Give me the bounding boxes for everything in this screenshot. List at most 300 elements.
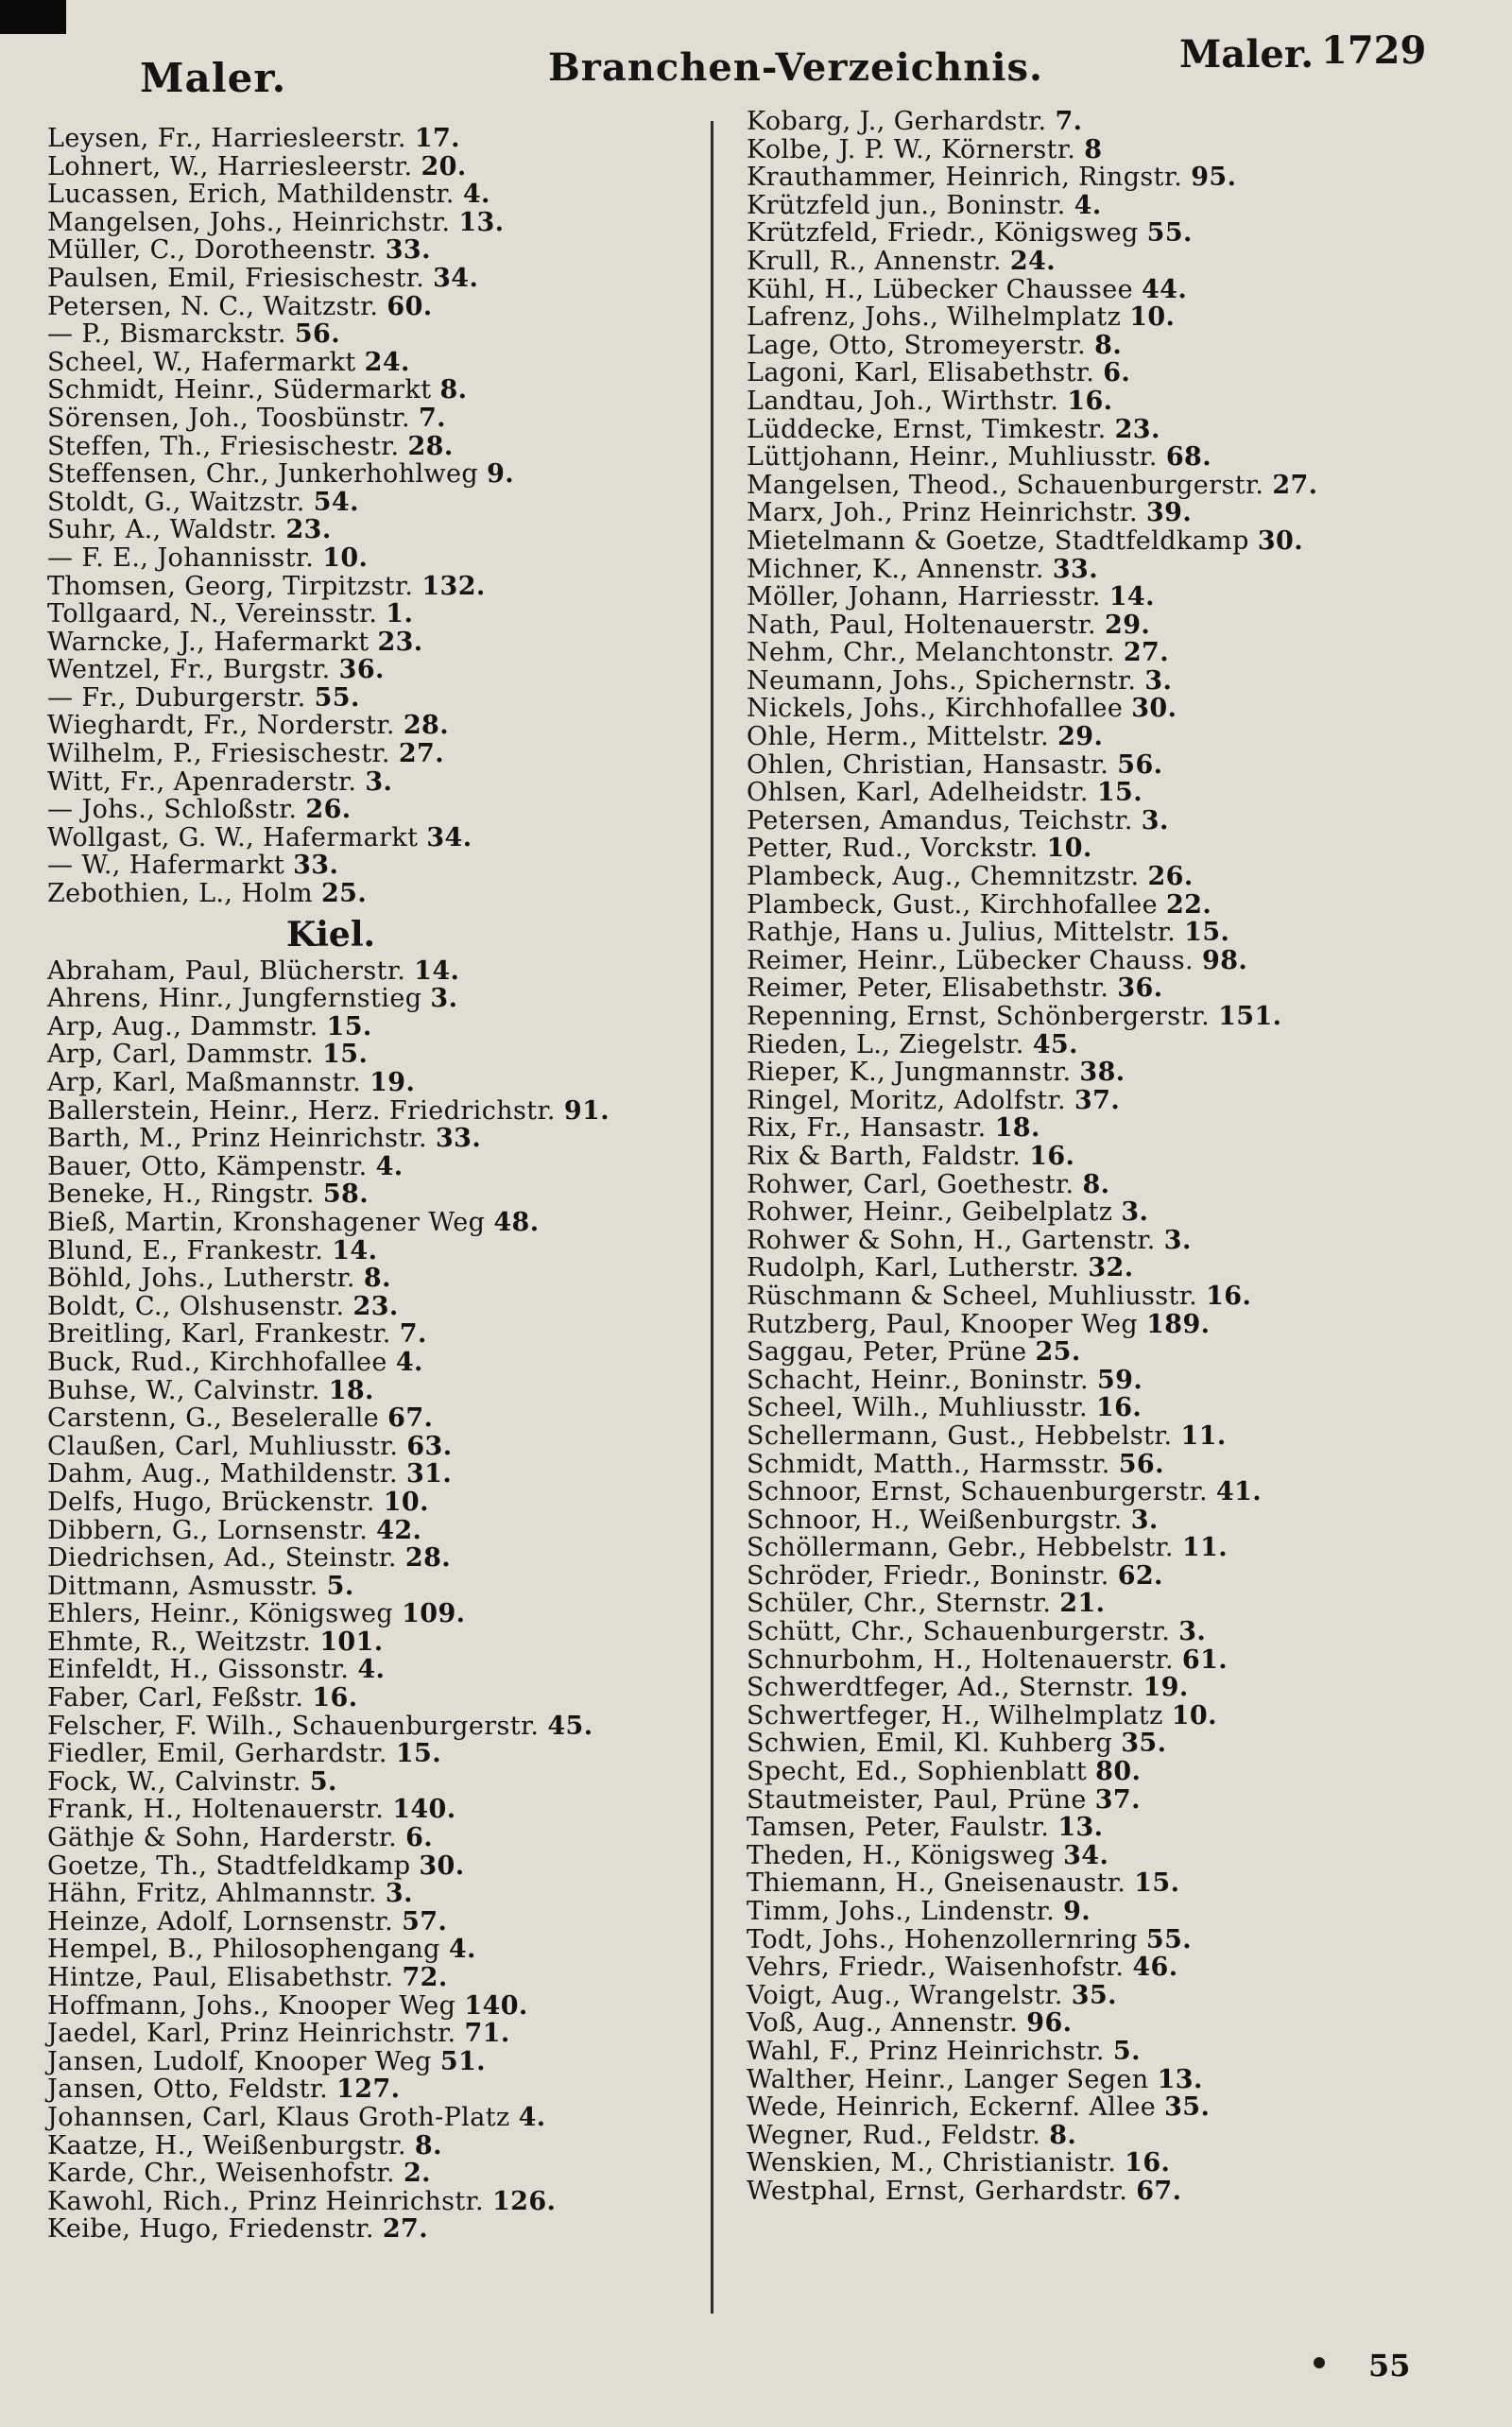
entry-name: Kolbe, J. P. W., Körnerstr. bbox=[747, 134, 1076, 164]
entry-number: 8. bbox=[363, 1264, 391, 1294]
entry-number: 34. bbox=[1063, 1840, 1109, 1870]
entry-number: 3. bbox=[1178, 1617, 1207, 1647]
entry-name: Todt, Johs., Hohenzollernring bbox=[747, 1924, 1138, 1954]
entry-number: 46. bbox=[1132, 1953, 1178, 1983]
entry-number: 10. bbox=[383, 1487, 429, 1517]
list-item bbox=[747, 1143, 1493, 1171]
entry-number: 34. bbox=[433, 263, 479, 293]
entry-name: Schüler, Chr., Sternstr. bbox=[747, 1589, 1052, 1619]
entry-name: Leysen, Fr., Harriesleerstr. bbox=[47, 124, 406, 153]
entry-name: Faber, Carl, Feßstr. bbox=[47, 1683, 304, 1713]
entry-number: 23. bbox=[352, 1291, 399, 1321]
list-item bbox=[47, 1320, 728, 1349]
entry-number: 10. bbox=[322, 542, 369, 573]
entry-name: Walther, Heinr., Langer Segen bbox=[747, 2064, 1149, 2094]
entry-name: Ehlers, Heinr., Königsweg bbox=[47, 1599, 394, 1629]
list-item bbox=[747, 1422, 1493, 1451]
list-item bbox=[747, 1898, 1493, 1926]
list-item bbox=[47, 293, 728, 321]
entry-name: Krützfeld jun., Boninstr. bbox=[747, 190, 1066, 220]
entry-number: 34. bbox=[426, 822, 472, 852]
entry-name: Rohwer & Sohn, H., Gartenstr. bbox=[747, 1225, 1156, 1255]
header-right-title: Maler. bbox=[1179, 32, 1314, 77]
list-item bbox=[47, 1908, 728, 1936]
list-item bbox=[47, 1153, 728, 1181]
list-item bbox=[47, 2188, 728, 2216]
entry-number: 56. bbox=[1117, 749, 1163, 780]
entry-name: Ehmte, R., Weitzstr. bbox=[47, 1627, 312, 1657]
list-item bbox=[747, 1198, 1493, 1227]
entry-number: 61. bbox=[1181, 1644, 1228, 1675]
entry-number: 3. bbox=[365, 766, 393, 797]
list-item bbox=[47, 1460, 728, 1489]
list-item bbox=[747, 1031, 1493, 1059]
entry-number: 15. bbox=[395, 1739, 442, 1769]
header-page-number: 1729 bbox=[1321, 28, 1427, 73]
list-item bbox=[47, 656, 728, 684]
list-item bbox=[747, 2066, 1493, 2094]
entry-name: — Fr., Duburgerstr. bbox=[47, 682, 306, 713]
entry-name: Müller, C., Dorotheenstr. bbox=[47, 235, 377, 266]
list-item bbox=[47, 1740, 728, 1768]
entry-name: Schacht, Heinr., Boninstr. bbox=[747, 1365, 1090, 1395]
list-item bbox=[47, 433, 728, 461]
entry-name: Lafrenz, Johs., Wilhelmplatz bbox=[747, 302, 1122, 333]
list-item bbox=[47, 2020, 728, 2048]
list-item bbox=[747, 1562, 1493, 1591]
entry-number: 127. bbox=[336, 2074, 401, 2105]
entry-name: Hintze, Paul, Elisabethstr. bbox=[47, 1963, 394, 1992]
entry-number: 4. bbox=[462, 180, 490, 210]
list-item bbox=[47, 684, 728, 713]
entry-name: Schnurbohm, H., Holtenauerstr. bbox=[747, 1644, 1174, 1675]
list-item bbox=[747, 779, 1493, 807]
entry-name: Rathje, Hans u. Julius, Mittelstr. bbox=[747, 918, 1177, 948]
entry-number: 45. bbox=[547, 1711, 593, 1741]
list-item bbox=[47, 236, 728, 265]
entry-number: 36. bbox=[1117, 973, 1163, 1004]
list-item bbox=[47, 1404, 728, 1433]
list-item bbox=[747, 1059, 1493, 1087]
entry-name: Reimer, Heinr., Lübecker Chauss. bbox=[747, 945, 1194, 975]
entry-number: 30. bbox=[1131, 694, 1177, 724]
entry-number: 56. bbox=[1118, 1449, 1164, 1479]
entry-name: Stoldt, G., Waitzstr. bbox=[47, 487, 305, 517]
entry-number: 10. bbox=[1129, 302, 1176, 333]
page-header bbox=[0, 0, 1512, 113]
entry-name: Lage, Otto, Stromeyerstr. bbox=[747, 330, 1087, 360]
entry-name: Buhse, W., Calvinstr. bbox=[47, 1375, 320, 1405]
entry-name: Mangelsen, Theod., Schauenburgerstr. bbox=[747, 470, 1264, 500]
entry-number: 32. bbox=[1088, 1253, 1134, 1283]
entry-name: Petter, Rud., Vorckstr. bbox=[747, 834, 1039, 864]
entry-name: Jansen, Ludolf, Knooper Weg bbox=[47, 2046, 432, 2076]
entry-number: 2. bbox=[403, 2159, 431, 2189]
list-item bbox=[747, 1982, 1493, 2010]
list-item bbox=[747, 2177, 1493, 2206]
entry-number: 57. bbox=[402, 1906, 448, 1936]
entry-name: Buck, Rud., Kirchhofallee bbox=[47, 1347, 387, 1377]
list-item bbox=[47, 880, 728, 908]
list-item bbox=[747, 219, 1493, 248]
entry-name: Ballerstein, Heinr., Herz. Friedrichstr. bbox=[47, 1095, 556, 1126]
entry-name: Neumann, Johs., Spichernstr. bbox=[747, 665, 1137, 696]
entry-number: 6. bbox=[405, 1823, 434, 1853]
entry-number: 15. bbox=[326, 1011, 372, 1041]
entry-name: Warncke, J., Hafermarkt bbox=[47, 627, 369, 657]
entry-number: 63. bbox=[406, 1431, 453, 1461]
entry-name: Rohwer, Heinr., Geibelplatz bbox=[747, 1197, 1113, 1228]
entry-number: 39. bbox=[1145, 498, 1193, 528]
entry-number: 6. bbox=[1103, 358, 1131, 388]
entry-number: 3. bbox=[1141, 805, 1169, 835]
list-item bbox=[747, 1786, 1493, 1815]
list-item bbox=[747, 611, 1493, 640]
entry-name: Felscher, F. Wilh., Schauenburgerstr. bbox=[47, 1711, 540, 1741]
entry-number: 41. bbox=[1215, 1477, 1263, 1507]
entry-number: 3. bbox=[1121, 1197, 1149, 1228]
list-item bbox=[47, 1544, 728, 1573]
list-item bbox=[47, 824, 728, 852]
list-item bbox=[747, 1646, 1493, 1675]
entry-name: Rieper, K., Jungmannstr. bbox=[747, 1058, 1072, 1088]
list-item bbox=[47, 1097, 728, 1126]
entry-name: Vehrs, Friedr., Waisenhofstr. bbox=[747, 1953, 1125, 1983]
list-item bbox=[47, 2132, 728, 2160]
list-item bbox=[747, 695, 1493, 723]
entry-number: 4. bbox=[448, 1935, 476, 1965]
entry-name: Ohle, Herm., Mittelstr. bbox=[747, 722, 1050, 752]
entry-name: Hoffmann, Johs., Knooper Weg bbox=[47, 1990, 456, 2021]
entry-number: 26. bbox=[1147, 862, 1194, 892]
entry-number: 20. bbox=[421, 151, 467, 181]
list-item bbox=[747, 1534, 1493, 1562]
entry-name: Bieß, Martin, Kronshagener Weg bbox=[47, 1207, 486, 1237]
entry-number: 3. bbox=[1130, 1505, 1159, 1535]
entry-number: 7. bbox=[399, 1319, 427, 1350]
list-item bbox=[747, 1869, 1493, 1898]
entry-name: — F. E., Johannisstr. bbox=[47, 542, 315, 573]
entry-number: 29. bbox=[1105, 610, 1151, 640]
entry-name: Westphal, Ernst, Gerhardstr. bbox=[747, 2176, 1128, 2206]
entry-name: Wieghardt, Fr., Norderstr. bbox=[47, 711, 395, 741]
entry-number: 33. bbox=[385, 235, 431, 266]
list-item bbox=[747, 1338, 1493, 1367]
list-item bbox=[747, 359, 1493, 387]
entry-number: 36. bbox=[338, 655, 385, 685]
list-item bbox=[747, 1394, 1493, 1422]
entry-name: Wenskien, M., Christianistr. bbox=[747, 2148, 1117, 2178]
entry-number: 13. bbox=[1057, 1813, 1104, 1843]
list-item bbox=[747, 416, 1493, 444]
entry-name: Böhld, Johs., Lutherstr. bbox=[47, 1264, 355, 1294]
header-center-title: Branchen-Verzeichnis. bbox=[548, 45, 1043, 90]
list-item bbox=[47, 712, 728, 740]
entry-number: 25. bbox=[321, 879, 368, 909]
entry-number: 27. bbox=[398, 739, 445, 769]
entry-number: 17. bbox=[414, 124, 460, 153]
list-item bbox=[747, 2149, 1493, 2177]
entry-number: 3. bbox=[1163, 1225, 1192, 1255]
entry-name: Nehm, Chr., Melanchtonstr. bbox=[747, 638, 1115, 668]
entry-name: Breitling, Karl, Frankestr. bbox=[47, 1319, 391, 1350]
entry-number: 9. bbox=[487, 459, 515, 490]
entry-number: 8. bbox=[414, 2130, 442, 2160]
entry-number: 19. bbox=[1143, 1673, 1189, 1703]
entry-number: 10. bbox=[1171, 1700, 1217, 1730]
left-entries-kiel bbox=[47, 957, 728, 2244]
list-item bbox=[47, 125, 728, 153]
entry-number: 24. bbox=[364, 347, 410, 377]
list-item bbox=[747, 1926, 1493, 1954]
entry-name: Witt, Fr., Apenraderstr. bbox=[47, 766, 357, 797]
list-item bbox=[47, 1013, 728, 1041]
entry-number: 16. bbox=[1206, 1281, 1252, 1311]
list-item bbox=[747, 667, 1493, 696]
list-item bbox=[47, 320, 728, 349]
entry-name: Schröder, Friedr., Boninstr. bbox=[747, 1560, 1109, 1591]
entry-number: 51. bbox=[439, 2046, 486, 2076]
entry-name: Nath, Paul, Holtenauerstr. bbox=[747, 610, 1097, 640]
list-item bbox=[747, 1954, 1493, 1982]
list-item bbox=[747, 1506, 1493, 1535]
entry-name: — W., Hafermarkt bbox=[47, 851, 285, 881]
entry-number: 5. bbox=[309, 1766, 337, 1797]
entry-name: Schellermann, Gust., Hebbelstr. bbox=[747, 1420, 1173, 1451]
list-item bbox=[47, 1880, 728, 1908]
entry-name: Marx, Joh., Prinz Heinrichstr. bbox=[747, 498, 1138, 528]
entry-number: 15. bbox=[1096, 778, 1143, 808]
entry-name: Steffen, Th., Friesischestr. bbox=[47, 431, 400, 461]
entry-name: Ahrens, Hinr., Jungfernstieg bbox=[47, 984, 422, 1014]
list-item bbox=[747, 1758, 1493, 1786]
entry-name: Schütt, Chr., Schauenburgerstr. bbox=[747, 1617, 1171, 1647]
list-item bbox=[747, 2122, 1493, 2150]
entry-number: 16. bbox=[1067, 386, 1113, 416]
list-item bbox=[47, 1573, 728, 1601]
entry-name: Lagoni, Karl, Elisabethstr. bbox=[747, 358, 1095, 388]
list-item bbox=[47, 1713, 728, 1741]
list-item bbox=[47, 796, 728, 824]
list-item bbox=[747, 1227, 1493, 1255]
left-entries-top bbox=[47, 125, 728, 908]
list-item bbox=[47, 985, 728, 1013]
entry-name: Paulsen, Emil, Friesischestr. bbox=[47, 263, 425, 293]
list-item bbox=[47, 1628, 728, 1657]
entry-name: Saggau, Peter, Prüne bbox=[747, 1337, 1027, 1368]
list-item bbox=[47, 1209, 728, 1237]
entry-name: Steffensen, Chr., Junkerhohlweg bbox=[47, 459, 479, 490]
entry-number: 28. bbox=[403, 711, 450, 741]
entry-name: Mietelmann & Goetze, Stadtfeldkamp bbox=[747, 525, 1249, 556]
entry-number: 45. bbox=[1032, 1029, 1078, 1059]
list-item bbox=[747, 1087, 1493, 1115]
list-item bbox=[747, 723, 1493, 751]
entry-number: 72. bbox=[402, 1963, 448, 1992]
entry-number: 3. bbox=[1144, 665, 1173, 696]
entry-number: 16. bbox=[1096, 1393, 1143, 1423]
entry-name: Schwien, Emil, Kl. Kuhberg bbox=[747, 1729, 1113, 1759]
list-item bbox=[47, 544, 728, 573]
entry-number: 4. bbox=[357, 1655, 386, 1685]
list-item bbox=[47, 1041, 728, 1069]
entry-number: 56. bbox=[294, 319, 341, 350]
entry-name: Diedrichsen, Ad., Steinstr. bbox=[47, 1543, 397, 1574]
entry-number: 67. bbox=[387, 1403, 434, 1434]
right-entries bbox=[747, 108, 1493, 2206]
list-item bbox=[47, 1489, 728, 1517]
entry-number: 31. bbox=[405, 1459, 453, 1489]
entry-number: 22. bbox=[1166, 889, 1212, 920]
list-item bbox=[47, 153, 728, 181]
list-item bbox=[47, 573, 728, 601]
entry-name: Specht, Ed., Sophienblatt bbox=[747, 1757, 1088, 1787]
list-item bbox=[747, 807, 1493, 835]
list-item bbox=[47, 209, 728, 237]
entry-number: 55. bbox=[314, 682, 360, 713]
list-item bbox=[747, 751, 1493, 780]
entry-name: Rohwer, Carl, Goethestr. bbox=[747, 1169, 1074, 1199]
entry-name: Möller, Johann, Harriesstr. bbox=[747, 582, 1101, 612]
entry-name: Voigt, Aug., Wrangelstr. bbox=[747, 1980, 1063, 2010]
entry-number: 11. bbox=[1180, 1420, 1227, 1451]
entry-name: Kühl, H., Lübecker Chaussee bbox=[747, 274, 1133, 304]
entry-name: Mangelsen, Johs., Heinrichstr. bbox=[47, 207, 451, 237]
entry-name: Wilhelm, P., Friesischestr. bbox=[47, 739, 390, 769]
header-left-title: Maler. bbox=[140, 55, 287, 101]
entry-name: Arp, Aug., Dammstr. bbox=[47, 1011, 318, 1041]
entry-name: Delfs, Hugo, Brückenstr. bbox=[47, 1487, 375, 1517]
list-item bbox=[47, 181, 728, 209]
entry-name: Rutzberg, Paul, Knooper Weg bbox=[747, 1309, 1139, 1339]
entry-name: — Johs., Schloßstr. bbox=[47, 795, 298, 825]
entry-name: Lucassen, Erich, Mathildenstr. bbox=[47, 180, 455, 210]
entry-number: 151. bbox=[1218, 1002, 1282, 1031]
entry-number: 25. bbox=[1035, 1337, 1081, 1368]
entry-name: Rix & Barth, Faldstr. bbox=[747, 1141, 1022, 1171]
entry-name: Wentzel, Fr., Burgstr. bbox=[47, 655, 331, 685]
entry-number: 98. bbox=[1202, 945, 1248, 975]
list-item bbox=[747, 1114, 1493, 1143]
entry-number: 15. bbox=[322, 1040, 369, 1070]
entry-number: 189. bbox=[1146, 1309, 1211, 1339]
entry-number: 23. bbox=[377, 627, 423, 657]
entry-number: 13. bbox=[458, 207, 505, 237]
entry-number: 44. bbox=[1141, 274, 1188, 304]
entry-number: 95. bbox=[1191, 163, 1237, 193]
list-item bbox=[47, 1377, 728, 1405]
list-item bbox=[47, 1992, 728, 2021]
entry-name: Schöllermann, Gebr., Hebbelstr. bbox=[747, 1533, 1174, 1563]
list-item bbox=[47, 768, 728, 797]
entry-number: 30. bbox=[1257, 525, 1304, 556]
list-item bbox=[47, 349, 728, 377]
entry-name: Kaatze, H., Weißenburgstr. bbox=[47, 2130, 406, 2160]
entry-name: Zebothien, L., Holm bbox=[47, 879, 314, 909]
entry-name: Bauer, Otto, Kämpenstr. bbox=[47, 1151, 368, 1181]
entry-name: Keibe, Hugo, Friedenstr. bbox=[47, 2214, 374, 2245]
entry-name: Dibbern, G., Lornsenstr. bbox=[47, 1515, 369, 1545]
list-item bbox=[47, 1768, 728, 1797]
entry-number: 5. bbox=[326, 1571, 354, 1601]
entry-name: Plambeck, Aug., Chemnitzstr. bbox=[747, 862, 1140, 892]
entry-number: 18. bbox=[328, 1375, 374, 1405]
list-item bbox=[47, 2160, 728, 2188]
entry-name: Arp, Carl, Dammstr. bbox=[47, 1040, 315, 1070]
entry-number: 18. bbox=[994, 1113, 1040, 1144]
entry-number: 15. bbox=[1184, 918, 1230, 948]
entry-name: Johannsen, Carl, Klaus Groth-Platz bbox=[47, 2102, 510, 2132]
entry-number: 8. bbox=[1094, 330, 1123, 360]
entry-name: Rieden, L., Ziegelstr. bbox=[747, 1029, 1024, 1059]
entry-name: Plambeck, Gust., Kirchhofallee bbox=[747, 889, 1159, 920]
entry-number: 109. bbox=[402, 1599, 466, 1629]
entry-name: Theden, H., Königsweg bbox=[747, 1840, 1056, 1870]
entry-number: 140. bbox=[392, 1795, 456, 1825]
entry-name: Suhr, A., Waldstr. bbox=[47, 515, 278, 545]
entry-number: 16. bbox=[312, 1683, 358, 1713]
list-item bbox=[47, 852, 728, 880]
list-item bbox=[47, 489, 728, 517]
list-item bbox=[747, 387, 1493, 416]
entry-number: 26. bbox=[305, 795, 352, 825]
list-item bbox=[47, 1069, 728, 1097]
list-item bbox=[747, 443, 1493, 472]
entry-number: 35. bbox=[1121, 1729, 1167, 1759]
entry-name: Blund, E., Frankestr. bbox=[47, 1235, 324, 1265]
entry-number: 37. bbox=[1074, 1085, 1121, 1115]
entry-number: 3. bbox=[430, 984, 458, 1014]
list-item bbox=[47, 957, 728, 986]
list-item bbox=[47, 1852, 728, 1881]
entry-name: — P., Bismarckstr. bbox=[47, 319, 286, 350]
entry-number: 19. bbox=[369, 1068, 416, 1097]
entry-name: Kobarg, J., Gerhardstr. bbox=[747, 107, 1047, 136]
list-item bbox=[47, 1517, 728, 1545]
entry-number: 3. bbox=[385, 1879, 413, 1909]
entry-number: 8. bbox=[1082, 1169, 1110, 1199]
list-item bbox=[747, 1814, 1493, 1842]
entry-number: 28. bbox=[404, 1543, 452, 1574]
entry-number: 7. bbox=[1055, 107, 1083, 136]
list-item bbox=[47, 1824, 728, 1852]
entry-number: 68. bbox=[1165, 442, 1212, 473]
entry-number: 14. bbox=[414, 955, 460, 986]
entry-number: 37. bbox=[1094, 1784, 1141, 1815]
list-item bbox=[747, 891, 1493, 920]
entry-name: Arp, Karl, Maßmannstr. bbox=[47, 1068, 362, 1097]
entry-number: 35. bbox=[1164, 2092, 1211, 2123]
entry-name: Rix, Fr., Hansastr. bbox=[747, 1113, 987, 1144]
entry-name: Timm, Johs., Lindenstr. bbox=[747, 1897, 1056, 1926]
entry-name: Thomsen, Georg, Tirpitzstr. bbox=[47, 571, 414, 601]
list-item bbox=[47, 2104, 728, 2132]
entry-name: Beneke, H., Ringstr. bbox=[47, 1179, 315, 1210]
footer-dot bbox=[1314, 2357, 1325, 2368]
entry-name: Tollgaard, N., Vereinsstr. bbox=[47, 599, 378, 629]
list-item bbox=[747, 919, 1493, 947]
entry-name: Schwertfeger, H., Wilhelmplatz bbox=[747, 1700, 1163, 1730]
entry-name: Lohnert, W., Harriesleerstr. bbox=[47, 151, 413, 181]
entry-number: 62. bbox=[1117, 1560, 1163, 1591]
entry-name: Carstenn, G., Beseleralle bbox=[47, 1403, 380, 1434]
entry-name: Ohlen, Christian, Hansastr. bbox=[747, 749, 1109, 780]
entry-number: 35. bbox=[1071, 1980, 1117, 2010]
entry-number: 54. bbox=[313, 487, 359, 517]
list-item bbox=[47, 1656, 728, 1684]
list-item bbox=[747, 136, 1493, 164]
list-item bbox=[747, 947, 1493, 975]
